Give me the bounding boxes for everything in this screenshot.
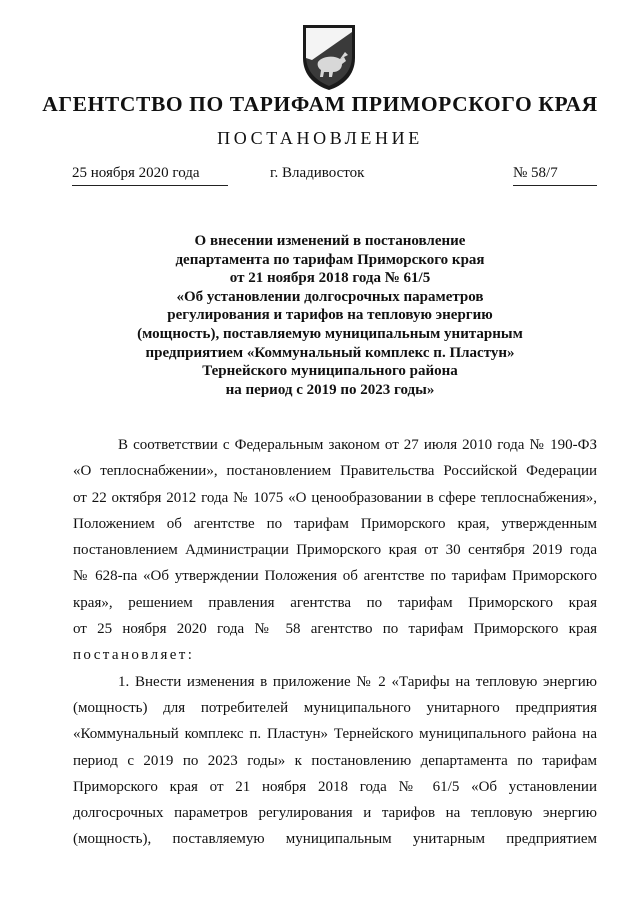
title-line: департамента по тарифам Приморского края xyxy=(175,251,485,268)
body-line: постановляет: xyxy=(73,647,195,664)
document-date: 25 ноября 2020 года xyxy=(72,165,228,186)
coat-of-arms-icon xyxy=(300,22,358,92)
document-title xyxy=(80,232,580,399)
body-line: постановлением Администрации Приморского края от 30 сентября 2019 года xyxy=(73,542,597,559)
body-line: В соответствии с Федеральным законом от 27 июля 2010 года № 190-ФЗ xyxy=(118,437,597,453)
body-line: от 22 октября 2012 года № 1075 «О ценообразовании в сфере теплоснабжения», xyxy=(73,489,597,506)
title-line: предприятием «Коммунальный комплекс п. Пластун» xyxy=(145,344,515,361)
document-body xyxy=(73,432,597,853)
title-line: регулирования и тарифов на тепловую энергию xyxy=(167,307,493,324)
title-line: (мощность), поставляемую муниципальным унитарным xyxy=(137,325,523,342)
title-line: О внесении изменений в постановление xyxy=(194,233,466,249)
title-line: Тернейского муниципального района xyxy=(202,363,458,380)
title-line: на период с 2019 по 2023 годы» xyxy=(225,381,435,398)
body-line: № 628-па «Об утверждении Положения об агентстве по тарифам Приморского xyxy=(73,568,597,585)
agency-name: АГЕНТСТВО ПО ТАРИФАМ ПРИМОРСКОГО КРАЯ xyxy=(42,92,598,116)
title-line: от 21 ноября 2018 года № 61/5 xyxy=(229,270,431,287)
body-line: «Коммунальный комплекс п. Пластун» Тернейского муниципального района на xyxy=(73,726,597,743)
document-number: № 58/7 xyxy=(513,165,597,186)
body-line: (мощность) для потребителей муниципального унитарного предприятия xyxy=(73,699,597,716)
document-type: ПОСТАНОВЛЕНИЕ xyxy=(217,128,423,148)
body-line: (мощность), поставляемую муниципальным унитарным предприятием xyxy=(73,831,597,848)
document-city: г. Владивосток xyxy=(270,165,365,181)
body-line: Приморского края от 21 ноября 2018 года № 61/5 «Об установлении xyxy=(73,778,597,795)
title-line: «Об установлении долгосрочных параметров xyxy=(176,288,484,305)
body-line: долгосрочных параметров регулирования и тарифов на тепловую энергию xyxy=(73,805,597,822)
body-line: от 25 ноября 2020 года № 58 агентство по тарифам Приморского края xyxy=(73,621,597,638)
body-line: Положением об агентстве по тарифам Приморского края, утвержденным xyxy=(73,515,597,532)
body-line: период с 2019 по 2023 годы» к постановлению департамента по тарифам xyxy=(73,752,597,769)
body-line: края», решением правления агентства по тарифам Приморского края xyxy=(73,594,597,611)
body-line: 1. Внести изменения в приложение № 2 «Тарифы на тепловую энергию xyxy=(118,673,597,690)
body-line: «О теплоснабжении», постановлением Правительства Российской Федерации xyxy=(73,463,597,480)
